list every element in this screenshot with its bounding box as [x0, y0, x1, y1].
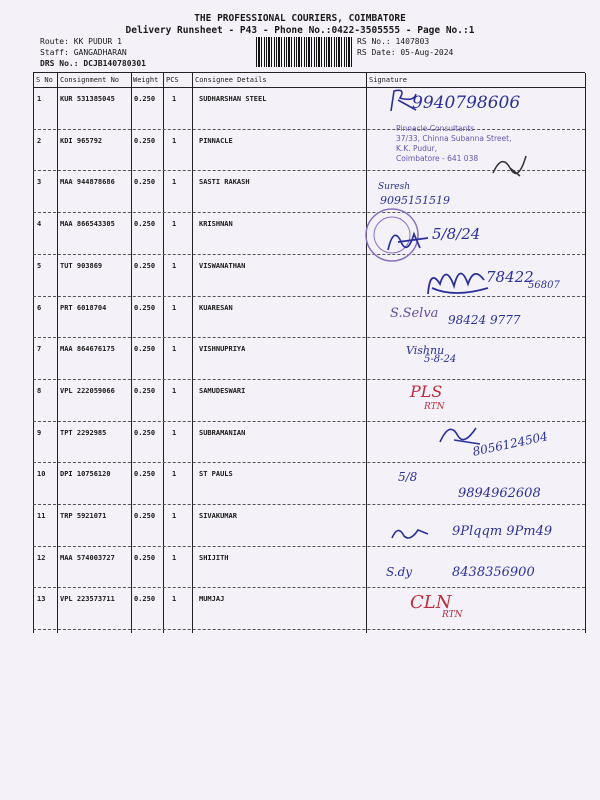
drs-number: DRS No.: DCJB140780301: [40, 59, 146, 68]
cell-weight: 0.250: [134, 386, 156, 395]
cell-sno: 2: [37, 136, 42, 145]
row-divider: [33, 379, 585, 380]
stamp-line: K.K. Pudur,: [396, 144, 438, 153]
cell-consignee: SUDHARSHAN STEEL: [199, 95, 267, 103]
cell-sno: 12: [37, 553, 46, 562]
cell-weight: 0.250: [134, 595, 156, 604]
cell-consignee: VISHNUPRIYA: [199, 345, 246, 354]
cell-sno: 1: [37, 95, 42, 103]
cell-consignment-no: MAA 864676175: [60, 345, 115, 354]
cell-pcs: 1: [172, 95, 177, 103]
handwritten-phone-10: 9894962608: [458, 486, 541, 501]
handwritten-status-13: CLN: [410, 592, 452, 613]
cell-weight: 0.250: [134, 303, 156, 312]
rs-number: RS No.: 1407803: [357, 37, 430, 46]
cell-consignee: ST PAULS: [199, 470, 233, 479]
handwritten-phone-3: 9095151519: [380, 194, 450, 207]
cell-consignment-no: MAA 574003727: [60, 553, 115, 562]
cell-weight: 0.250: [134, 95, 156, 103]
cell-consignment-no: VPL 222059066: [60, 386, 115, 395]
signature-scribble-2: [490, 148, 530, 178]
handwritten-status-8: PLS: [410, 382, 443, 401]
handwritten-rtn-13: RTN: [442, 610, 463, 620]
row-divider: [33, 254, 585, 255]
cell-pcs: 1: [172, 220, 177, 229]
row-divider: [33, 337, 585, 338]
cell-sno: 8: [37, 386, 42, 395]
handwritten-rtn-8: RTN: [424, 402, 445, 412]
cell-sno: 7: [37, 345, 42, 354]
cell-sno: 13: [37, 595, 46, 604]
handwritten-phone-9: 8056124504: [471, 429, 549, 459]
cell-pcs: 1: [172, 345, 177, 354]
cell-pcs: 1: [172, 470, 177, 479]
cell-pcs: 1: [172, 386, 177, 395]
cell-consignment-no: TUT 903869: [60, 261, 103, 270]
cell-pcs: 1: [172, 261, 177, 270]
cell-consignee: KRISHNAN: [199, 220, 233, 229]
cell-consignee: SHIJITH: [199, 553, 229, 562]
cell-sno: 11: [37, 512, 46, 520]
column-header-sno: S No: [36, 76, 53, 84]
column-header-weight: Weight: [133, 76, 159, 84]
cell-pcs: 1: [172, 136, 177, 145]
row-divider: [33, 212, 585, 213]
cell-weight: 0.250: [134, 512, 156, 520]
cell-consignee: MUMJAJ: [199, 595, 225, 604]
column-divider: [57, 73, 58, 633]
cell-consignee: SAMUDESWARI: [199, 386, 246, 395]
cell-consignee: SUBRAMANIAN: [199, 428, 246, 437]
handwritten-name-6: S.Selva: [390, 306, 439, 321]
stamp-line: Coimbatore - 641 038: [396, 154, 479, 163]
column-divider: [366, 73, 367, 633]
column-header-consignee: Consignee Details: [195, 76, 267, 84]
table-header-divider: [33, 87, 585, 88]
column-header-pcs: PCS: [166, 76, 179, 84]
row-divider: [33, 462, 585, 463]
column-divider: [192, 73, 193, 633]
handwritten-number-6a: 78422: [486, 268, 534, 286]
row-divider: [33, 504, 585, 505]
handwritten-date-7: 5-8-24: [424, 354, 457, 365]
table-top-border: [33, 72, 585, 73]
cell-pcs: 1: [172, 512, 177, 520]
cell-consignee: PINNACLE: [199, 136, 233, 145]
cell-sno: 10: [37, 470, 46, 479]
cell-pcs: 1: [172, 303, 177, 312]
cell-consignee: VISWANATHAN: [199, 261, 246, 270]
handwritten-name-3: Suresh: [378, 182, 411, 192]
cell-consignment-no: TRP 5921071: [60, 512, 107, 520]
row-divider: [33, 546, 585, 547]
column-header-signature: Signature: [369, 76, 407, 84]
cell-pcs: 1: [172, 595, 177, 604]
handwritten-number-6b: 56807: [528, 280, 560, 291]
cell-consignee: KUARESAN: [199, 303, 233, 312]
cell-pcs: 1: [172, 428, 177, 437]
cell-sno: 4: [37, 220, 42, 229]
handwritten-note-11: 9Plqqm 9Pm49: [452, 524, 553, 539]
cell-consignee: SIVAKUMAR: [199, 512, 237, 520]
handwritten-phone-12: 8438356900: [452, 565, 535, 580]
cell-weight: 0.250: [134, 470, 156, 479]
cell-consignment-no: MAA 944878686: [60, 178, 115, 187]
row-divider: [33, 421, 585, 422]
cell-weight: 0.250: [134, 136, 156, 145]
stamp-line: 37/33, Chinna Subanna Street,: [396, 134, 512, 143]
cell-weight: 0.250: [134, 220, 156, 229]
column-divider: [131, 73, 132, 633]
cell-pcs: 1: [172, 178, 177, 187]
row-divider: [33, 296, 585, 297]
cell-consignment-no: DPI 10756120: [60, 470, 111, 479]
handwritten-phone-6: 98424 9777: [448, 313, 521, 327]
signature-scribble-11: [388, 520, 434, 544]
handwritten-date-4: 5/8/24: [432, 225, 481, 243]
cell-consignment-no: KUR 531385045: [60, 95, 115, 103]
cell-sno: 6: [37, 303, 42, 312]
cell-weight: 0.250: [134, 345, 156, 354]
route-label: Route: KK PUDUR 1: [40, 37, 122, 46]
cell-consignment-no: TPT 2292985: [60, 428, 107, 437]
cell-consignment-no: VPL 223573711: [60, 595, 115, 604]
cell-pcs: 1: [172, 553, 177, 562]
handwritten-name-7: Vishnu: [406, 344, 445, 357]
handwritten-name-12: S.dy: [386, 565, 413, 579]
handwritten-phone-1: 9940798606: [412, 93, 521, 113]
company-title: THE PROFESSIONAL COURIERS, COIMBATORE: [194, 13, 406, 24]
cell-weight: 0.250: [134, 428, 156, 437]
table-right-border: [585, 73, 586, 633]
cell-weight: 0.250: [134, 178, 156, 187]
row-divider: [33, 587, 585, 588]
cell-sno: 3: [37, 178, 42, 187]
row-divider: [33, 629, 585, 630]
stamp-line: Pinnacle Consultants: [396, 124, 475, 133]
cell-consignee: SASTI RAKASH: [199, 178, 250, 187]
rs-date: RS Date: 05-Aug-2024: [357, 48, 454, 57]
cell-consignment-no: KDI 965792: [60, 136, 103, 145]
cell-consignment-no: MAA 866543305: [60, 220, 115, 229]
column-divider: [163, 73, 164, 633]
barcode: [256, 37, 352, 67]
staff-label: Staff: GANGADHARAN: [40, 48, 127, 57]
table-left-border: [33, 73, 34, 633]
handwritten-date-10: 5/8: [398, 470, 418, 484]
runsheet-subtitle: Delivery Runsheet - P43 - Phone No.:0422-3505555 - Page No.:1: [125, 25, 475, 36]
cell-sno: 5: [37, 261, 42, 270]
cell-weight: 0.250: [134, 261, 156, 270]
cell-consignment-no: PRT 6018704: [60, 303, 107, 312]
cell-weight: 0.250: [134, 553, 156, 562]
column-header-consignment: Consignment No: [60, 76, 120, 84]
cell-sno: 9: [37, 428, 42, 437]
signature-scribble-5: [424, 258, 494, 300]
